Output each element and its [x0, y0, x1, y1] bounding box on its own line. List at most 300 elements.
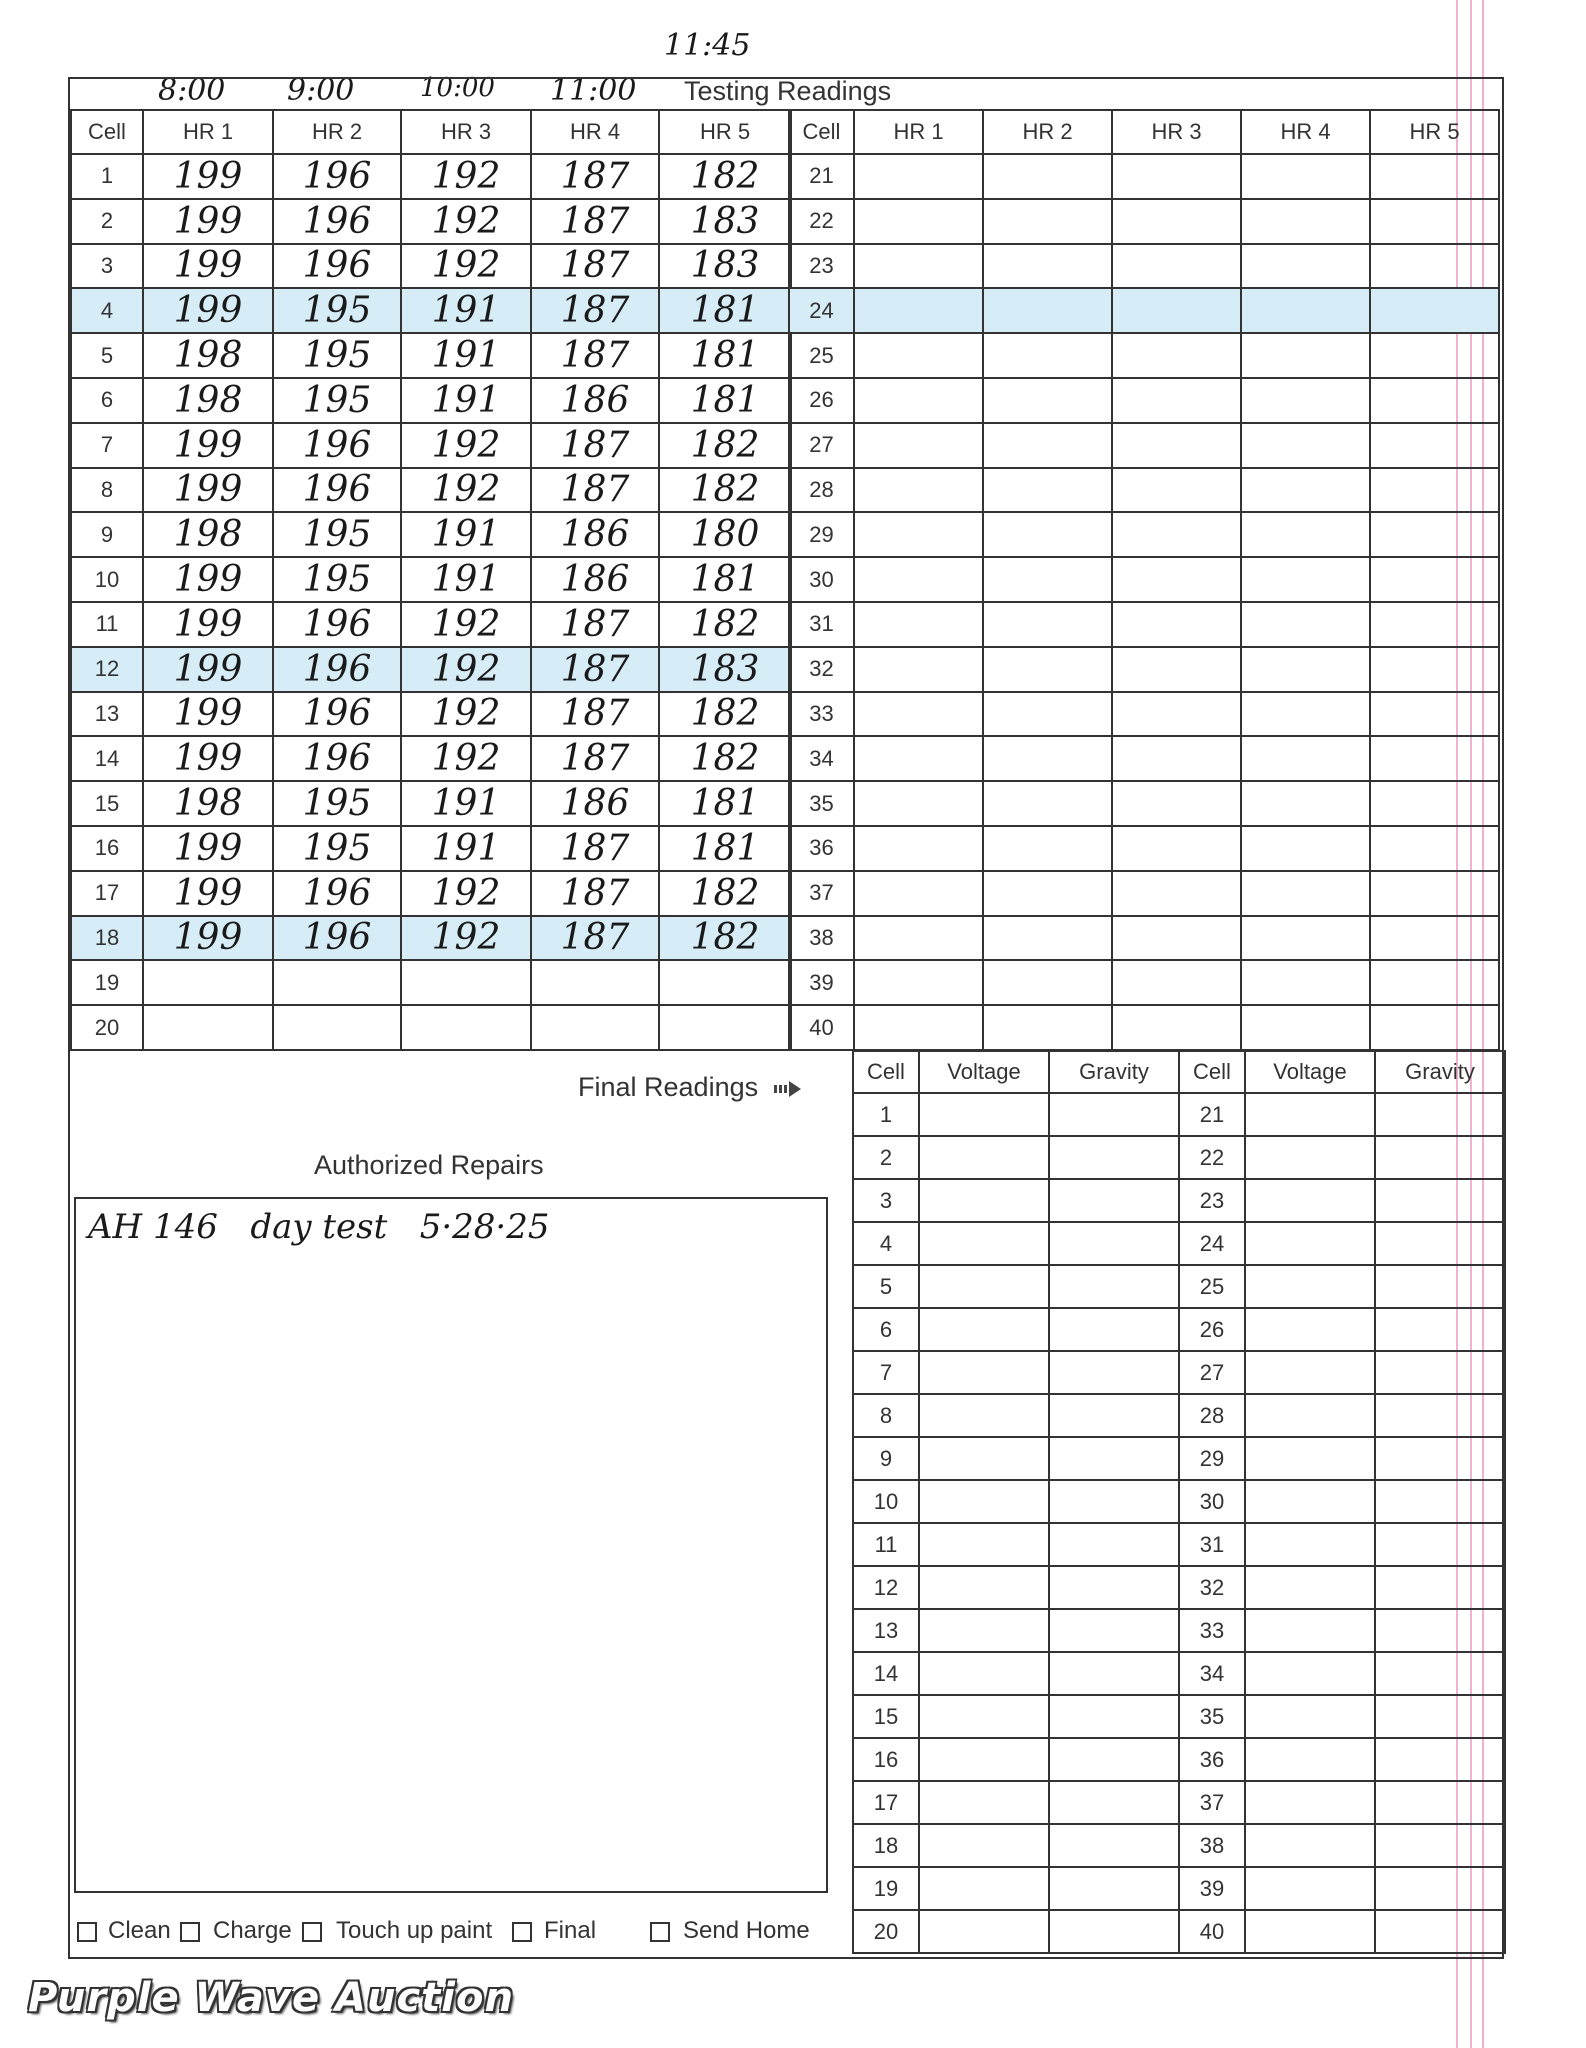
voltage-field[interactable]	[919, 1781, 1049, 1824]
reading-hr4[interactable]: 187	[531, 916, 659, 961]
reading-hr2[interactable]: 196	[273, 244, 401, 289]
reading-hr1[interactable]: 199	[143, 288, 273, 333]
reading-hr2[interactable]: 196	[273, 423, 401, 468]
reading-hr1[interactable]	[854, 423, 983, 468]
reading-hr3[interactable]	[1112, 736, 1241, 781]
reading-hr5[interactable]	[1370, 333, 1499, 378]
gravity-field[interactable]	[1049, 1265, 1179, 1308]
reading-hr3[interactable]	[1112, 692, 1241, 737]
reading-hr1[interactable]: 199	[143, 647, 273, 692]
reading-hr1[interactable]	[854, 512, 983, 557]
voltage-field[interactable]	[1245, 1652, 1375, 1695]
reading-hr1[interactable]	[854, 1005, 983, 1050]
testing-header-4: HR 4	[531, 110, 659, 154]
gravity-field[interactable]	[1049, 1437, 1179, 1480]
voltage-field[interactable]	[1245, 1480, 1375, 1523]
voltage-field[interactable]	[919, 1351, 1049, 1394]
voltage-field[interactable]	[1245, 1910, 1375, 1953]
gravity-field[interactable]	[1375, 1566, 1505, 1609]
reading-hr1[interactable]: 199	[143, 154, 273, 199]
reading-hr3[interactable]	[401, 960, 531, 1005]
reading-hr1[interactable]	[854, 826, 983, 871]
cell-number: 40	[789, 1005, 854, 1050]
voltage-field[interactable]	[1245, 1738, 1375, 1781]
gravity-field[interactable]	[1375, 1781, 1505, 1824]
reading-hr2[interactable]: 195	[273, 288, 401, 333]
final-row	[853, 1738, 1505, 1781]
reading-hr4[interactable]	[1241, 736, 1370, 781]
voltage-field[interactable]	[1245, 1824, 1375, 1867]
reading-hr3[interactable]: 192	[401, 602, 531, 647]
reading-hr2[interactable]: 196	[273, 602, 401, 647]
reading-hr5[interactable]: 181	[659, 288, 791, 333]
reading-hr4[interactable]	[1241, 333, 1370, 378]
reading-hr5[interactable]	[1370, 468, 1499, 513]
reading-hr1[interactable]	[143, 1005, 273, 1050]
reading-hr3[interactable]: 191	[401, 512, 531, 557]
reading-hr3[interactable]: 192	[401, 692, 531, 737]
reading-hr5[interactable]: 183	[659, 244, 791, 289]
voltage-field[interactable]	[919, 1308, 1049, 1351]
reading-hr5[interactable]	[1370, 781, 1499, 826]
reading-hr4[interactable]: 186	[531, 378, 659, 423]
gravity-field[interactable]	[1375, 1179, 1505, 1222]
reading-hr1[interactable]	[854, 333, 983, 378]
reading-hr3[interactable]: 192	[401, 244, 531, 289]
reading-hr1[interactable]: 199	[143, 871, 273, 916]
voltage-field[interactable]	[1245, 1351, 1375, 1394]
reading-hr1[interactable]: 199	[143, 423, 273, 468]
gravity-field[interactable]	[1375, 1394, 1505, 1437]
gravity-field[interactable]	[1049, 1523, 1179, 1566]
reading-hr4[interactable]	[1241, 199, 1370, 244]
voltage-field[interactable]	[919, 1695, 1049, 1738]
reading-hr1[interactable]: 198	[143, 378, 273, 423]
gravity-field[interactable]	[1375, 1738, 1505, 1781]
gravity-field[interactable]	[1049, 1609, 1179, 1652]
testing-row	[71, 378, 791, 423]
reading-hr3[interactable]	[1112, 378, 1241, 423]
voltage-field[interactable]	[1245, 1265, 1375, 1308]
reading-hr2[interactable]	[983, 647, 1112, 692]
reading-hr4[interactable]: 187	[531, 736, 659, 781]
voltage-field[interactable]	[919, 1093, 1049, 1136]
reading-hr1[interactable]	[854, 871, 983, 916]
reading-hr4[interactable]	[1241, 871, 1370, 916]
cell-number: 40	[1179, 1910, 1245, 1953]
reading-hr3[interactable]: 192	[401, 199, 531, 244]
reading-hr1[interactable]: 199	[143, 557, 273, 602]
reading-hr5[interactable]: 181	[659, 781, 791, 826]
reading-hr1[interactable]: 198	[143, 781, 273, 826]
reading-hr1[interactable]	[854, 736, 983, 781]
gravity-field[interactable]	[1375, 1093, 1505, 1136]
voltage-field[interactable]	[1245, 1695, 1375, 1738]
voltage-field[interactable]	[1245, 1394, 1375, 1437]
reading-hr1[interactable]	[854, 692, 983, 737]
reading-hr5[interactable]	[1370, 557, 1499, 602]
reading-hr5[interactable]: 183	[659, 647, 791, 692]
gravity-field[interactable]	[1375, 1695, 1505, 1738]
reading-hr3[interactable]	[1112, 333, 1241, 378]
reading-hr4[interactable]: 187	[531, 154, 659, 199]
reading-hr4[interactable]	[1241, 423, 1370, 468]
reading-hr2[interactable]	[983, 916, 1112, 961]
reading-hr3[interactable]: 192	[401, 423, 531, 468]
gravity-field[interactable]	[1049, 1566, 1179, 1609]
reading-hr5[interactable]	[1370, 692, 1499, 737]
reading-hr1[interactable]: 199	[143, 916, 273, 961]
reading-hr1[interactable]	[854, 244, 983, 289]
reading-hr4[interactable]	[1241, 468, 1370, 513]
reading-hr4[interactable]: 186	[531, 557, 659, 602]
voltage-field[interactable]	[919, 1609, 1049, 1652]
reading-hr1[interactable]	[854, 199, 983, 244]
gravity-field[interactable]	[1049, 1308, 1179, 1351]
voltage-field[interactable]	[919, 1179, 1049, 1222]
reading-hr1[interactable]: 199	[143, 826, 273, 871]
reading-hr2[interactable]	[983, 960, 1112, 1005]
reading-hr4[interactable]	[1241, 244, 1370, 289]
reading-hr4[interactable]: 187	[531, 692, 659, 737]
gravity-field[interactable]	[1049, 1222, 1179, 1265]
reading-hr4[interactable]	[1241, 602, 1370, 647]
reading-hr5[interactable]: 183	[659, 199, 791, 244]
reading-hr5[interactable]	[1370, 916, 1499, 961]
reading-hr2[interactable]	[983, 602, 1112, 647]
reading-hr1[interactable]: 199	[143, 468, 273, 513]
reading-hr3[interactable]	[1112, 916, 1241, 961]
reading-hr2[interactable]: 196	[273, 199, 401, 244]
reading-hr3[interactable]: 191	[401, 557, 531, 602]
reading-hr3[interactable]: 191	[401, 378, 531, 423]
testing-row-right	[789, 423, 1499, 468]
gravity-field[interactable]	[1049, 1695, 1179, 1738]
reading-hr2[interactable]	[983, 826, 1112, 871]
reading-hr4[interactable]: 186	[531, 512, 659, 557]
checkbox-send-home[interactable]	[650, 1922, 670, 1942]
gravity-field[interactable]	[1049, 1738, 1179, 1781]
cell-number: 23	[789, 244, 854, 289]
reading-hr1[interactable]: 199	[143, 602, 273, 647]
reading-hr4[interactable]: 187	[531, 288, 659, 333]
voltage-field[interactable]	[1245, 1222, 1375, 1265]
voltage-field[interactable]	[1245, 1609, 1375, 1652]
reading-hr1[interactable]	[854, 378, 983, 423]
voltage-field[interactable]	[919, 1566, 1049, 1609]
reading-hr3[interactable]: 192	[401, 468, 531, 513]
reading-hr5[interactable]: 182	[659, 602, 791, 647]
gravity-field[interactable]	[1375, 1222, 1505, 1265]
reading-hr1[interactable]: 199	[143, 199, 273, 244]
voltage-field[interactable]	[919, 1867, 1049, 1910]
reading-hr4[interactable]	[1241, 378, 1370, 423]
reading-hr5[interactable]	[1370, 1005, 1499, 1050]
reading-hr3[interactable]: 192	[401, 647, 531, 692]
reading-hr2[interactable]: 196	[273, 871, 401, 916]
reading-hr1[interactable]	[854, 557, 983, 602]
gravity-field[interactable]	[1049, 1093, 1179, 1136]
cell-number: 35	[1179, 1695, 1245, 1738]
reading-hr5[interactable]: 182	[659, 692, 791, 737]
reading-hr2[interactable]: 196	[273, 692, 401, 737]
voltage-field[interactable]	[1245, 1781, 1375, 1824]
reading-hr3[interactable]	[1112, 826, 1241, 871]
checkbox-charge[interactable]	[180, 1922, 200, 1942]
reading-hr4[interactable]	[1241, 154, 1370, 199]
reading-hr4[interactable]	[531, 1005, 659, 1050]
reading-hr3[interactable]	[401, 1005, 531, 1050]
reading-hr5[interactable]: 182	[659, 916, 791, 961]
gravity-field[interactable]	[1049, 1179, 1179, 1222]
voltage-field[interactable]	[919, 1222, 1049, 1265]
testing-row-right	[789, 557, 1499, 602]
voltage-field[interactable]	[1245, 1437, 1375, 1480]
reading-hr2[interactable]	[983, 154, 1112, 199]
gravity-field[interactable]	[1049, 1910, 1179, 1953]
reading-hr2[interactable]	[983, 423, 1112, 468]
cell-number: 23	[1179, 1179, 1245, 1222]
reading-hr2[interactable]	[983, 244, 1112, 289]
reading-hr2[interactable]	[983, 557, 1112, 602]
reading-hr1[interactable]	[854, 468, 983, 513]
reading-hr5[interactable]	[659, 960, 791, 1005]
reading-hr3[interactable]	[1112, 557, 1241, 602]
authorized-repairs-box[interactable]	[74, 1197, 828, 1893]
reading-hr5[interactable]	[1370, 960, 1499, 1005]
reading-hr1[interactable]	[854, 154, 983, 199]
voltage-field[interactable]	[919, 1824, 1049, 1867]
reading-hr4[interactable]: 187	[531, 244, 659, 289]
gravity-field[interactable]	[1375, 1480, 1505, 1523]
reading-hr3[interactable]: 192	[401, 736, 531, 781]
reading-hr5[interactable]: 182	[659, 154, 791, 199]
reading-hr5[interactable]	[1370, 512, 1499, 557]
reading-hr3[interactable]	[1112, 244, 1241, 289]
reading-hr5[interactable]	[1370, 826, 1499, 871]
reading-hr3[interactable]: 192	[401, 871, 531, 916]
reading-hr3[interactable]	[1112, 647, 1241, 692]
reading-hr4[interactable]	[1241, 1005, 1370, 1050]
reading-hr4[interactable]: 187	[531, 468, 659, 513]
voltage-field[interactable]	[919, 1265, 1049, 1308]
voltage-field[interactable]	[919, 1652, 1049, 1695]
reading-hr4[interactable]	[531, 960, 659, 1005]
reading-hr1[interactable]	[854, 781, 983, 826]
reading-hr2[interactable]	[983, 692, 1112, 737]
reading-hr4[interactable]: 186	[531, 781, 659, 826]
gravity-field[interactable]	[1049, 1480, 1179, 1523]
reading-hr4[interactable]	[1241, 960, 1370, 1005]
reading-hr1[interactable]: 198	[143, 512, 273, 557]
checkbox-clean[interactable]	[77, 1922, 97, 1942]
reading-hr2[interactable]	[983, 1005, 1112, 1050]
voltage-field[interactable]	[919, 1136, 1049, 1179]
reading-hr1[interactable]	[854, 602, 983, 647]
reading-hr5[interactable]: 182	[659, 871, 791, 916]
final-readings-title	[578, 1072, 802, 1103]
gravity-field[interactable]	[1049, 1652, 1179, 1695]
reading-hr3[interactable]	[1112, 602, 1241, 647]
reading-hr3[interactable]	[1112, 960, 1241, 1005]
reading-hr3[interactable]: 191	[401, 781, 531, 826]
reading-hr5[interactable]: 182	[659, 468, 791, 513]
gravity-field[interactable]	[1375, 1265, 1505, 1308]
gravity-field[interactable]	[1049, 1867, 1179, 1910]
reading-hr4[interactable]	[1241, 781, 1370, 826]
reading-hr2[interactable]	[983, 736, 1112, 781]
reading-hr1[interactable]: 198	[143, 333, 273, 378]
reading-hr2[interactable]	[983, 871, 1112, 916]
reading-hr3[interactable]: 191	[401, 288, 531, 333]
reading-hr2[interactable]	[983, 333, 1112, 378]
reading-hr2[interactable]: 196	[273, 647, 401, 692]
voltage-field[interactable]	[919, 1480, 1049, 1523]
reading-hr5[interactable]: 182	[659, 423, 791, 468]
reading-hr2[interactable]	[983, 781, 1112, 826]
reading-hr5[interactable]	[1370, 288, 1499, 333]
reading-hr5[interactable]: 181	[659, 378, 791, 423]
reading-hr1[interactable]: 199	[143, 692, 273, 737]
voltage-field[interactable]	[1245, 1523, 1375, 1566]
reading-hr5[interactable]	[659, 1005, 791, 1050]
reading-hr3[interactable]: 192	[401, 154, 531, 199]
reading-hr2[interactable]	[983, 512, 1112, 557]
reading-hr3[interactable]	[1112, 423, 1241, 468]
reading-hr1[interactable]: 199	[143, 244, 273, 289]
voltage-field[interactable]	[919, 1910, 1049, 1953]
reading-hr4[interactable]	[1241, 288, 1370, 333]
reading-hr2[interactable]: 195	[273, 781, 401, 826]
voltage-field[interactable]	[1245, 1867, 1375, 1910]
reading-hr4[interactable]: 187	[531, 199, 659, 244]
reading-hr2[interactable]	[273, 1005, 401, 1050]
reading-hr1[interactable]	[854, 960, 983, 1005]
gravity-field[interactable]	[1375, 1351, 1505, 1394]
reading-hr2[interactable]: 195	[273, 826, 401, 871]
reading-hr2[interactable]: 195	[273, 512, 401, 557]
reading-hr5[interactable]: 180	[659, 512, 791, 557]
voltage-field[interactable]	[919, 1523, 1049, 1566]
gravity-field[interactable]	[1375, 1609, 1505, 1652]
reading-hr4[interactable]: 187	[531, 647, 659, 692]
reading-hr4[interactable]	[1241, 647, 1370, 692]
reading-hr5[interactable]	[1370, 602, 1499, 647]
reading-hr5[interactable]	[1370, 244, 1499, 289]
reading-hr4[interactable]: 187	[531, 602, 659, 647]
reading-hr3[interactable]	[1112, 154, 1241, 199]
reading-hr1[interactable]: 199	[143, 736, 273, 781]
voltage-field[interactable]	[1245, 1136, 1375, 1179]
reading-hr2[interactable]	[983, 468, 1112, 513]
reading-hr1[interactable]	[854, 916, 983, 961]
reading-hr5[interactable]	[1370, 871, 1499, 916]
gravity-field[interactable]	[1375, 1910, 1505, 1953]
reading-hr5[interactable]	[1370, 736, 1499, 781]
reading-hr3[interactable]	[1112, 468, 1241, 513]
reading-hr2[interactable]	[273, 960, 401, 1005]
voltage-field[interactable]	[1245, 1179, 1375, 1222]
reading-hr2[interactable]: 195	[273, 333, 401, 378]
voltage-field[interactable]	[1245, 1566, 1375, 1609]
reading-hr2[interactable]	[983, 288, 1112, 333]
reading-hr5[interactable]: 181	[659, 826, 791, 871]
reading-hr5[interactable]	[1370, 199, 1499, 244]
reading-hr3[interactable]	[1112, 288, 1241, 333]
voltage-field[interactable]	[1245, 1093, 1375, 1136]
gravity-field[interactable]	[1375, 1523, 1505, 1566]
reading-hr5[interactable]	[1370, 154, 1499, 199]
reading-hr3[interactable]: 191	[401, 826, 531, 871]
gravity-field[interactable]	[1375, 1136, 1505, 1179]
reading-hr5[interactable]	[1370, 378, 1499, 423]
reading-hr1[interactable]	[854, 647, 983, 692]
testing-table-right	[788, 109, 1500, 1051]
reading-hr4[interactable]	[1241, 916, 1370, 961]
reading-hr5[interactable]	[1370, 647, 1499, 692]
reading-hr2[interactable]: 196	[273, 916, 401, 961]
reading-hr5[interactable]: 181	[659, 333, 791, 378]
voltage-field[interactable]	[1245, 1308, 1375, 1351]
reading-hr3[interactable]: 192	[401, 916, 531, 961]
gravity-field[interactable]	[1049, 1394, 1179, 1437]
reading-hr3[interactable]	[1112, 1005, 1241, 1050]
reading-hr3[interactable]: 191	[401, 333, 531, 378]
gravity-field[interactable]	[1375, 1437, 1505, 1480]
reading-hr3[interactable]	[1112, 512, 1241, 557]
gravity-field[interactable]	[1375, 1308, 1505, 1351]
reading-hr2[interactable]	[983, 378, 1112, 423]
reading-hr4[interactable]	[1241, 512, 1370, 557]
reading-hr1[interactable]	[854, 288, 983, 333]
reading-hr4[interactable]: 187	[531, 333, 659, 378]
reading-hr2[interactable]	[983, 199, 1112, 244]
checkbox-touch-up-paint[interactable]	[302, 1922, 322, 1942]
gravity-field[interactable]	[1375, 1824, 1505, 1867]
reading-hr3[interactable]	[1112, 199, 1241, 244]
reading-hr3[interactable]	[1112, 781, 1241, 826]
gravity-field[interactable]	[1049, 1824, 1179, 1867]
reading-hr2[interactable]: 196	[273, 736, 401, 781]
gravity-field[interactable]	[1375, 1867, 1505, 1910]
voltage-field[interactable]	[919, 1738, 1049, 1781]
reading-hr2[interactable]: 196	[273, 154, 401, 199]
reading-hr4[interactable]	[1241, 557, 1370, 602]
voltage-field[interactable]	[919, 1394, 1049, 1437]
reading-hr3[interactable]	[1112, 871, 1241, 916]
reading-hr4[interactable]	[1241, 692, 1370, 737]
gravity-field[interactable]	[1049, 1351, 1179, 1394]
voltage-field[interactable]	[919, 1437, 1049, 1480]
final-row	[853, 1480, 1505, 1523]
reading-hr5[interactable]: 181	[659, 557, 791, 602]
cell-number: 19	[853, 1867, 919, 1910]
gravity-field[interactable]	[1049, 1136, 1179, 1179]
gravity-field[interactable]	[1049, 1781, 1179, 1824]
gravity-field[interactable]	[1375, 1652, 1505, 1695]
checkbox-final[interactable]	[512, 1922, 532, 1942]
reading-hr4[interactable]	[1241, 826, 1370, 871]
reading-hr2[interactable]: 195	[273, 557, 401, 602]
reading-hr2[interactable]: 195	[273, 378, 401, 423]
reading-hr2[interactable]: 196	[273, 468, 401, 513]
reading-hr5[interactable]	[1370, 423, 1499, 468]
reading-hr1[interactable]	[143, 960, 273, 1005]
reading-hr4[interactable]: 187	[531, 871, 659, 916]
reading-hr5[interactable]: 182	[659, 736, 791, 781]
reading-hr4[interactable]: 187	[531, 423, 659, 468]
reading-hr4[interactable]: 187	[531, 826, 659, 871]
